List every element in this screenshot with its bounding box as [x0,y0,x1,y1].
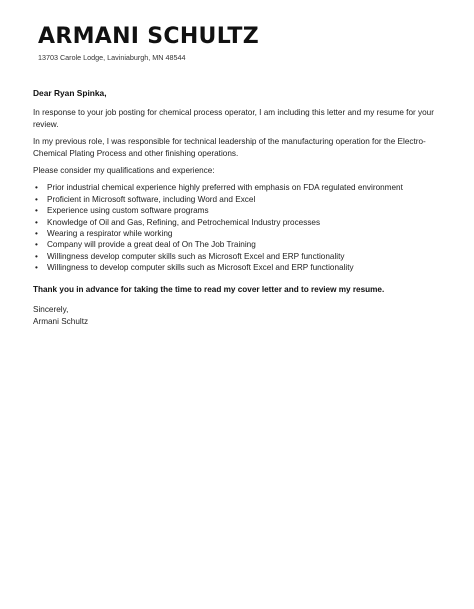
list-item: • Experience using custom software programs [45,205,445,216]
letter-body [33,88,445,327]
list-item: • Knowledge of Oil and Gas, Refining, and Petrochemical Industry processes [45,217,445,228]
signature-name: Armani Schultz [33,316,89,326]
list-item: • Wearing a respirator while working [45,228,445,239]
qualifications-intro: Please consider my qualifications and experience: [33,166,215,176]
applicant-address: 13703 Carole Lodge, Laviniaburgh, MN 48544 [38,53,186,62]
salutation: Dear Ryan Spinka, [33,88,107,98]
experience-paragraph: In my previous role, I was responsible for technical leadership of the manufacturing operation for the Electro-Chemical Plating Process and other finishing operations. [33,137,426,158]
list-item: • Company will provide a great deal of On The Job Training [45,239,445,250]
list-item: • Willingness to develop computer skills such as Microsoft Excel and ERP functionality [45,262,445,273]
qualifications-list [33,182,445,273]
list-item: • Willingness develop computer skills such as Microsoft Excel and ERP functionality [45,251,445,262]
intro-paragraph: In response to your job posting for chemical process operator, I am including this letter and my resume for your review. [33,108,434,129]
applicant-name: ARMANI SCHULTZ [38,24,259,49]
list-item: • Prior industrial chemical experience highly preferred with emphasis on FDA regulated environment [45,182,445,193]
list-item: • Proficient in Microsoft software, including Word and Excel [45,194,445,205]
signoff: Sincerely, [33,305,69,315]
closing-statement: Thank you in advance for taking the time to read my cover letter and to review my resume. [33,284,385,294]
